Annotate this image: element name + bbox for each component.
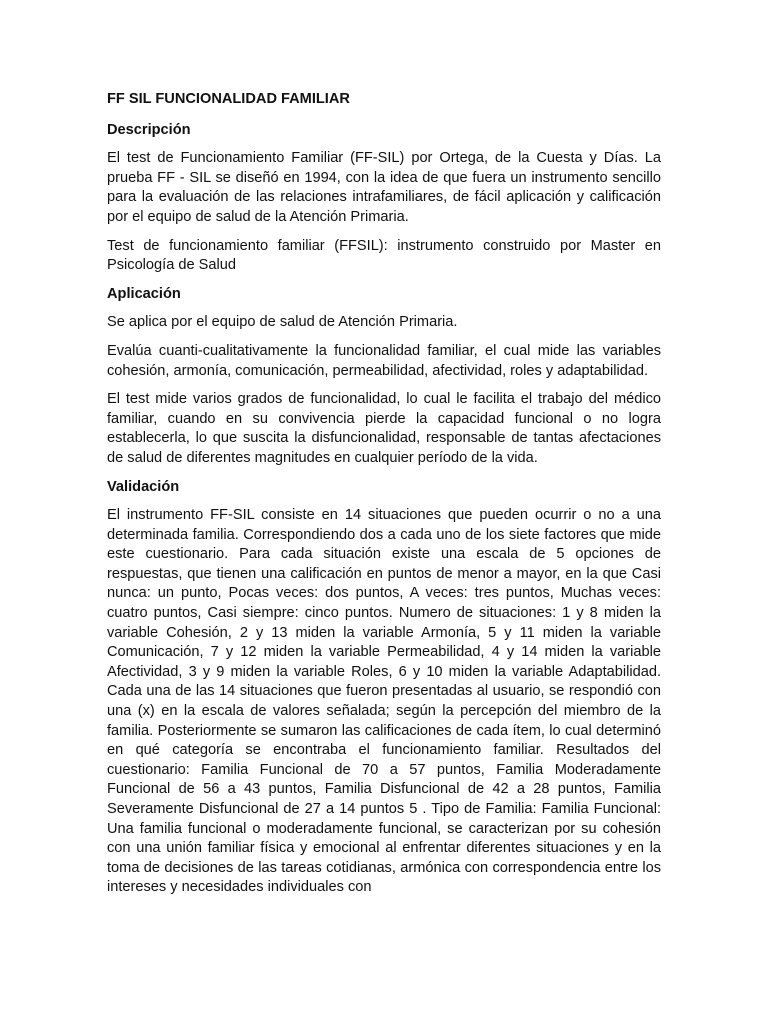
paragraph: Test de funcionamiento familiar (FFSIL): instrumento construido por Master en Psicología de Salud xyxy=(107,237,661,274)
document-title: FF SIL FUNCIONALIDAD FAMILIAR xyxy=(107,91,350,107)
section-heading-descripcion: Descripción xyxy=(107,121,191,138)
section-heading-aplicacion: Aplicación xyxy=(107,285,181,302)
paragraph: Evalúa cuanti-cualitativamente la funcionalidad familiar, el cual mide las variables cohesión, armonía, comunicación, permeabilidad, afectividad, roles y adaptabilidad. xyxy=(107,342,661,379)
paragraph: El instrumento FF-SIL consiste en 14 situaciones que pueden ocurrir o no a una determinada familia. Correspondiendo dos a cada uno de los siete factores que mide este cuestionario. Para cada situación existe una escala de 5 opciones de respuestas, que tienen una calificación en puntos de menor a mayor, en la que Casi nunca: un punto, Pocas veces: dos puntos, A veces: tres puntos, Muchas veces: cuatro puntos, Casi siempre: cinco puntos. Numero de situaciones: 1 y 8 miden la variable Cohesión, 2 y 13 miden la variable Armonía, 5 y 11 miden la variable Comunicación, 7 y 12 miden la variable Permeabilidad, 4 y 14 miden la variable Afectividad, 3 y 9 miden la variable Roles, 6 y 10 miden la variable Adaptabilidad. Cada una de las 14 situaciones que fueron presentadas al usuario, se respondió con una (x) en la escala de valores señalada; según la percepción del miembro de la familia. Posteriormente se sumaron las calificaciones de cada ítem, lo cual determinó en qué categoría se encontraba el funcionamiento familiar. Resultados del cuestionario: Familia Funcional de 70 a 57 puntos, Familia Moderadamente Funcional de 56 a 43 puntos, Familia Disfuncional de 42 a 28 puntos, Familia Severamente Disfuncional de 27 a 14 puntos 5 . Tipo de Familia: Familia Funcional: Una familia funcional o moderadamente funcional, se caracterizan por su cohesión con una unión familiar física y emocional al enfrentar diferentes situaciones y en la toma de decisiones de las tareas cotidianas, armónica con correspondencia entre los intereses y necesidades individuales con xyxy=(107,507,661,896)
paragraph: El test de Funcionamiento Familiar (FF-SIL) por Ortega, de la Cuesta y Días. La prueba FF - SIL se diseñó en 1994, con la idea de que fuera un instrumento sencillo para la evaluación de las relaciones intrafamiliares, de fácil aplicación y calificación por el equipo de salud de la Atención Primaria. xyxy=(107,150,661,225)
paragraph: Se aplica por el equipo de salud de Atención Primaria. xyxy=(107,314,458,331)
section-heading-validacion: Validación xyxy=(107,478,180,495)
paragraph: El test mide varios grados de funcionalidad, lo cual le facilita el trabajo del médico familiar, cuando en su convivencia pierde la capacidad funcional o no logra establecerla, lo que suscita la disfuncionalidad, responsable de tantas afectaciones de salud de diferentes magnitudes en cualquier período de la vida. xyxy=(107,391,661,466)
